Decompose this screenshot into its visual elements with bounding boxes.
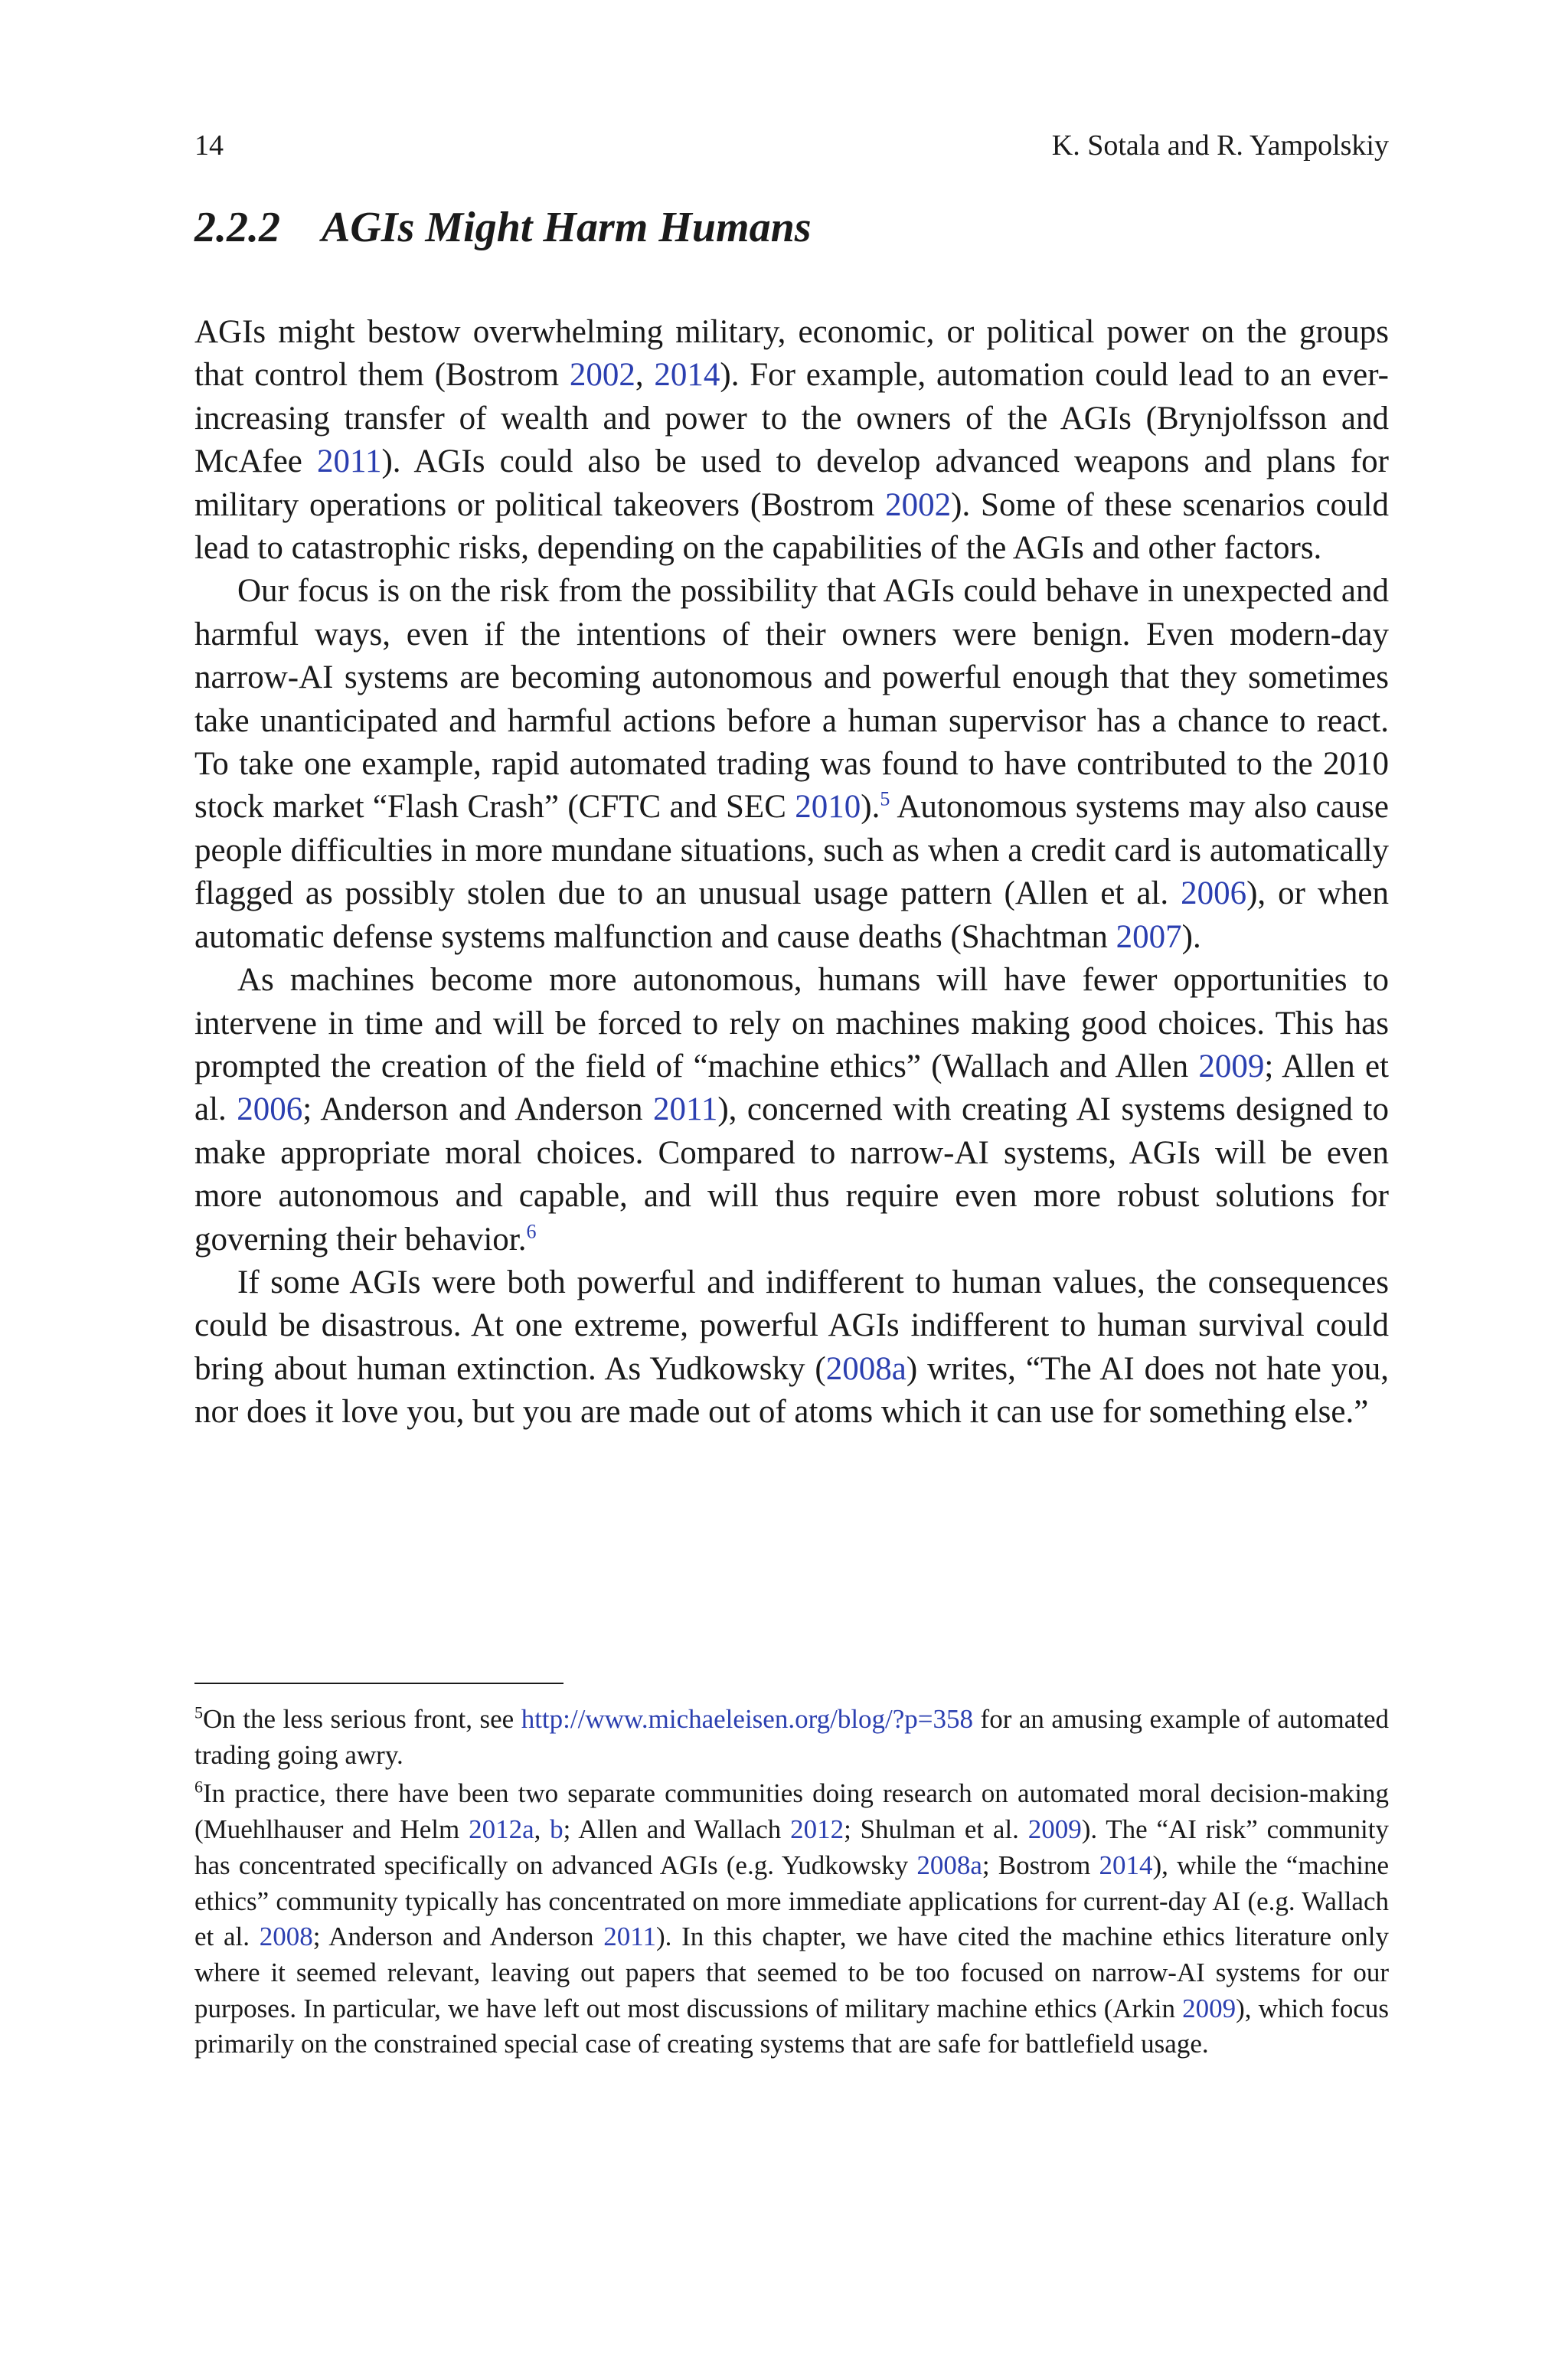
text-run: Autonomous systems may also cause people difficulties in more mundane situations, such as when a credit card is automatically flagged as possibly stolen due to an unusual usage pattern (Allen et al. [194,789,1389,912]
citation-link[interactable]: 2002 [569,357,635,394]
citation-link[interactable]: 2011 [317,443,382,480]
text-run: ). For example, automation could lead to an ever-increasing transfer of wealth and power to the owners of the AGIs (Brynjolfsson and McAfee [194,357,1390,480]
text-run: Our focus is on the risk from the possibility that AGIs could behave in unexpected and harmful ways, even if the intentions of their owners were benign. Even modern-day narrow-AI systems are becoming autonomous and powerful enough that they sometimes take unanticipated and harmful actions before a human supervisor has a chance to react. To take one example, rapid automated trading was found to have contributed to the 2010 stock market “Flash Crash” (CFTC and SEC [194,573,1389,826]
footnote-5 [194,1702,1389,1773]
footnote-6 [194,1776,1389,2062]
text-run: ), or when automatic defense systems malfunction and cause deaths (Shachtman [194,875,1389,955]
footnote-divider [194,1683,564,1684]
paragraph-4 [194,1261,1389,1434]
citation-link[interactable]: 2011 [603,1922,656,1952]
page-number: 14 [194,129,224,162]
citation-link[interactable]: 2008a [916,1850,982,1880]
text-run: ). In this chapter, we have cited the machine ethics literature only where it seemed relevant, leaving out papers that seemed to be too focused on narrow-AI systems for our purposes. In particular, we have left out most discussions of military machine ethics (Arkin [194,1922,1389,2023]
citation-link[interactable]: 2008 [259,1922,313,1952]
section-number: 2.2.2 [194,204,280,251]
text-run: ; Bostrom [982,1850,1099,1880]
citation-link[interactable]: b [550,1814,564,1845]
text-run: If some AGIs were both powerful and indifferent to human values, the consequences could be disastrous. At one extreme, powerful AGIs indifferent to human survival could bring about human extinction. As Yudkowsky ( [194,1264,1389,1387]
text-run: ; Shulman et al. [844,1814,1028,1845]
citation-link[interactable]: 2014 [654,357,720,394]
citation-link[interactable]: 2010 [795,789,861,826]
citation-link[interactable]: 2014 [1099,1850,1153,1880]
footnote-ref-5[interactable]: 5 [880,788,890,811]
text-run: AGIs might bestow overwhelming military, economic, or political power on the groups that control them (Bostrom [194,314,1389,394]
footnotes [194,1702,1389,2066]
section-title: AGIs Might Harm Humans [322,204,812,251]
footnote-ref-6[interactable]: 6 [526,1220,537,1243]
text-run: ; Anderson and Anderson [312,1922,604,1952]
running-head [194,123,1389,168]
text-run: ). AGIs could also be used to develop advanced weapons and plans for military operations or political takeovers (Bostrom [194,443,1389,523]
citation-link[interactable]: 2009 [1027,1814,1082,1845]
text-run: for an amusing example of automated trading going awry. [194,1704,1390,1770]
text-run: ; Allen et al. [194,1048,1389,1128]
text-run: ), which focus primarily on the constrained special case of creating systems that are safe for battlefield usage. [194,1993,1389,2059]
text-run: On the less serious front, see [203,1704,521,1734]
text-run: , [635,357,655,394]
citation-link[interactable]: 2009 [1182,1993,1236,2023]
paragraph-1 [194,311,1389,570]
text-run: ). [861,789,880,826]
text-run: ). The “AI risk” community has concentrated specifically on advanced AGIs (e.g. Yudkowsky [194,1814,1389,1880]
text-run: ). Some of these scenarios could lead to catastrophic risks, depending on the capabilities of the AGIs and other factors. [194,486,1389,567]
citation-link[interactable]: 2007 [1116,918,1182,955]
footnote-mark: 6 [194,1777,203,1797]
body-text [194,311,1389,1434]
citation-link[interactable]: 2009 [1198,1048,1265,1084]
text-run: In practice, there have been two separate communities doing research on automated moral decision-making (Muehlhauser and Helm [194,1778,1389,1845]
footnote-url-link[interactable]: http://www.michaeleisen.org/blog/?p=358 [521,1704,974,1734]
paragraph-3 [194,959,1389,1261]
citation-link[interactable]: 2002 [885,486,952,523]
text-run: ). [1181,918,1201,955]
citation-link[interactable]: 2008a [825,1350,906,1387]
text-run: , [534,1814,550,1845]
citation-link[interactable]: 2011 [652,1091,718,1128]
section-heading [194,201,812,254]
text-run: ; Anderson and Anderson [302,1091,653,1128]
citation-link[interactable]: 2012 [790,1814,844,1845]
text-run: ), while the “machine ethics” community typically has concentrated on more immediate applications for current-day AI (e.g. Wallach et al. [194,1850,1390,1952]
running-head-authors: K. Sotala and R. Yampolskiy [1051,129,1389,162]
paragraph-2 [194,570,1389,959]
text-run: ; Allen and Wallach [563,1814,791,1845]
text-run: As machines become more autonomous, humans will have fewer opportunities to intervene in time and will be forced to rely on machines making good choices. This has prompted the creation of the field of “machine ethics” (Wallach and Allen [194,962,1389,1084]
citation-link[interactable]: 2012a [469,1814,534,1845]
citation-link[interactable]: 2006 [237,1091,303,1128]
citation-link[interactable]: 2006 [1181,875,1247,912]
footnote-mark: 5 [194,1703,203,1722]
text-run: ) writes, “The AI does not hate you, nor does it love you, but you are made out of atoms which it can use for something else.” [194,1350,1389,1431]
text-run: ), concerned with creating AI systems designed to make appropriate moral choices. Compared to narrow-AI systems, AGIs will be even more autonomous and capable, and will thus require even more robust solutions for governing their behavior. [194,1091,1389,1258]
